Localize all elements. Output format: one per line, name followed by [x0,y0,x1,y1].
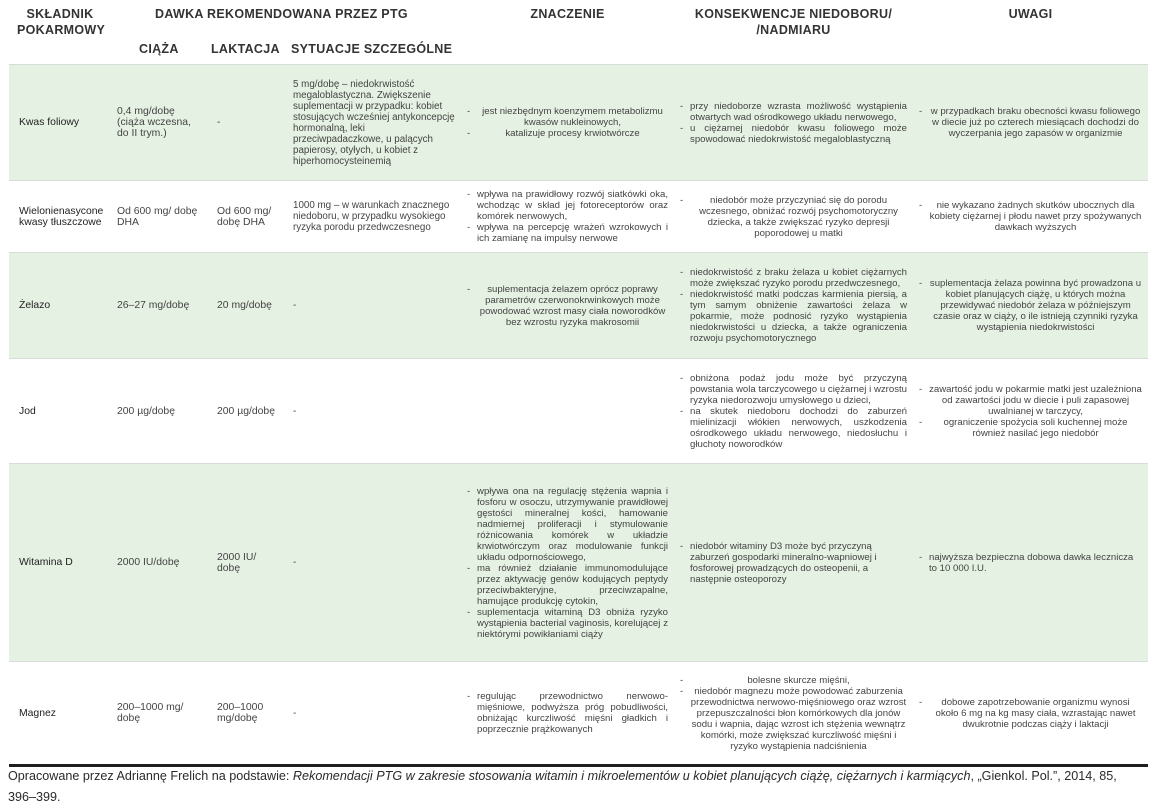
row-special-cases: 1000 mg – w warunkach znacznego niedoboru, w przypadku wysokiego ryzyka porodu przedwczesnego [287,181,461,253]
list-item: - w przypadkach braku obecności kwasu foliowego w diecie już po czterech miesiącach dochodzi do wyczerpania jego zapasów w organizmie [919,106,1142,139]
list-item: - katalizuje procesy krwiotwórcze [467,128,668,139]
row-pregnancy-dose: 200–1000 mg/ dobę [111,662,207,766]
row-ingredient-name: Kwas foliowy [9,65,111,181]
row-ingredient-name: Wielonienasycone kwasy tłuszczowe [9,181,111,253]
row-consequences [674,253,913,359]
list-item: - niedobór może przyczyniać się do porodu wczesnego, obniżać rozwój psychomotoryczny dziecka, a także zwiększać ryzyko depresji poporodowej u matki [680,195,907,239]
row-special-cases: 5 mg/dobę – niedokrwistość megaloblastyczna. Zwiększenie suplementacji w przypadku: kobiet stosujących wcześniej antykoncepcję hormonalną, leki przeciwpadaczkowe, u palących papierosy, otyłych, u kobiet z hiperhomocysteinemią [287,65,461,181]
row-ingredient-name: Żelazo [9,253,111,359]
source-suffix: , „Gienkol. Pol.”, 2014, 85, 396–399. [8,769,1117,804]
row-consequences [674,662,913,766]
table-row [9,662,1148,766]
row-consequences [674,181,913,253]
header-pregnancy: CIĄŻA [111,38,207,65]
row-special-cases: - [287,359,461,464]
row-special-cases: - [287,464,461,662]
list-item: - bolesne skurcze mięśni, [680,675,907,686]
row-special-cases: - [287,662,461,766]
row-consequences [674,65,913,181]
source-title: Rekomendacji PTG w zakresie stosowania witamin i mikroelementów u kobiet planujących ciążę, ciężarnych i karmiących [292,769,971,783]
row-lactation-dose: 200 µg/dobę [207,359,287,464]
header-meaning: ZNACZENIE [461,0,674,65]
header-special: SYTUACJE SZCZEGÓLNE [287,38,461,65]
row-notes [913,65,1148,181]
table-row [9,359,1148,464]
row-lactation-dose: - [207,65,287,181]
row-notes [913,464,1148,662]
row-lactation-dose: 2000 IU/ dobę [207,464,287,662]
row-meaning [461,253,674,359]
list-item: - niedobór magnezu może powodować zaburzenia przewodnictwa nerwowo-mięśniowego oraz wzrost przepuszczalności błon komórkowych dla jonów sodu i wapnia, dając wzrost ich stężenia wewnątrz komórki, może zwiększać kurczliwość mięśni i ryzyko wystąpienia nadciśnienia [680,686,907,752]
row-meaning [461,662,674,766]
row-notes [913,181,1148,253]
row-pregnancy-dose: Od 600 mg/ dobę DHA [111,181,207,253]
row-pregnancy-dose: 0,4 mg/dobę (ciąża wczesna, do II trym.) [111,65,207,181]
source-citation [8,766,1148,808]
list-item: - dobowe zapotrzebowanie organizmu wynosi około 6 mg na kg masy ciała, wzrastając nawet dwukrotnie podczas ciąży i laktacji [919,697,1142,730]
list-item: - nie wykazano żadnych skutków ubocznych dla kobiety ciężarnej i płodu nawet przy spożywanych dawkach wyższych [919,200,1142,233]
list-item: - wpływa na percepcję wrażeń wzrokowych i ich zamianę na impulsy nerwowe [467,222,668,244]
row-meaning [461,181,674,253]
list-item: - u ciężarnej niedobór kwasu foliowego może spowodować niedokrwistość megaloblastyczną [680,123,907,145]
list-item: - ograniczenie spożycia soli kuchennej może również nasilać jego niedobór [919,417,1142,439]
list-item: - obniżona podaż jodu może być przyczyną powstania wola tarczycowego u ciężarnej i wzrostu ryzyka niedorozwoju umysłowego u dzieci, [680,373,907,406]
recommendation-table-wrapper [9,0,1148,767]
row-ingredient-name: Witamina D [9,464,111,662]
row-pregnancy-dose: 26–27 mg/dobę [111,253,207,359]
list-item: - przy niedoborze wzrasta możliwość wystąpienia otwartych wad ośrodkowego układu nerwowego, [680,101,907,123]
table-header [9,0,1148,65]
row-pregnancy-dose: 2000 IU/dobę [111,464,207,662]
row-notes [913,253,1148,359]
row-lactation-dose: Od 600 mg/ dobę DHA [207,181,287,253]
list-item: - niedobór witaminy D3 może być przyczyną zaburzeń gospodarki mineralno-wapniowej i fosforowej prowadzących do osteopenii, a następnie osteoporozy [680,541,907,585]
row-pregnancy-dose: 200 µg/dobę [111,359,207,464]
row-consequences [674,359,913,464]
list-item: - suplementacja żelazem oprócz poprawy parametrów czerwonokrwinkowych może powodować wzrost masy ciała noworodków bez wzrostu ryzyka makrosomii [467,284,668,328]
table-row [9,181,1148,253]
list-item: - na skutek niedoboru dochodzi do zaburzeń mielinizacji włókien nerwowych, uszkodzenia ośrodkowego układu nerwowego, niedosłuchu i głuchoty noworodków [680,406,907,450]
row-notes [913,662,1148,766]
header-dose-group: DAWKA REKOMENDOWANA PRZEZ PTG [111,0,461,38]
table-row [9,65,1148,181]
row-meaning [461,359,674,464]
list-item: - niedokrwistość z braku żelaza u kobiet ciężarnych może zwiększać ryzyko porodu przedwczesnego, [680,267,907,289]
list-item: - regulując przewodnictwo nerwowo-mięśniowe, podwyższa próg pobudliwości, obniżając kurczliwość mięśni gładkich i poprzecznie prążkowanych [467,691,668,735]
list-item: - suplementacja witaminą D3 obniża ryzyko wystąpienia bacterial vaginosis, korelującej z niektórymi powikłaniami ciąży [467,607,668,640]
list-item: - najwyższa bezpieczna dobowa dawka lecznicza to 10 000 I.U. [919,552,1142,574]
list-item: - ma również działanie immunomodulujące przez aktywację genów kodujących peptydy przeciwbakteryjne, przeciwzapalne, hamujące produkcję cytokin, [467,563,668,607]
list-item: - zawartość jodu w pokarmie matki jest uzależniona od zawartości jodu w diecie i puli zapasowej uwalnianej w tarczycy, [919,384,1142,417]
header-consequences: KONSEKWENCJE NIEDOBORU/ /NADMIARU [674,0,913,65]
row-notes [913,359,1148,464]
list-item: - niedokrwistość matki podczas karmienia piersią, a tym samym obniżenie zawartości żelaza w pokarmie, może podnosić ryzyko wystąpienia niedokrwistości u dziecka, a także ograniczenia rozwoju psychomotorycznego [680,289,907,344]
recommendation-table [9,0,1148,767]
list-item: - suplementacja żelaza powinna być prowadzona u kobiet planujących ciążę, u których można przewidywać niedobór żelaza w późniejszym czasie oraz w ciąży, o ile istnieją czynniki ryzyka wystąpienia niedokrwistości [919,278,1142,333]
source-prefix: Opracowane przez Adriannę Frelich na podstawie: [8,769,293,783]
table-row [9,253,1148,359]
header-notes: UWAGI [913,0,1148,65]
row-ingredient-name: Magnez [9,662,111,766]
row-lactation-dose: 20 mg/dobę [207,253,287,359]
table-body [9,65,1148,766]
row-meaning [461,65,674,181]
header-lactation: LAKTACJA [207,38,287,65]
row-meaning [461,464,674,662]
row-special-cases: - [287,253,461,359]
list-item: - jest niezbędnym koenzymem metabolizmu kwasów nukleinowych, [467,106,668,128]
list-item: - wpływa na prawidłowy rozwój siatkówki oka, wchodząc w skład jej fotoreceptorów oraz komórek nerwowych, [467,189,668,222]
header-ingredient: SKŁADNIK POKARMOWY [9,0,111,65]
row-consequences [674,464,913,662]
row-lactation-dose: 200–1000 mg/dobę [207,662,287,766]
table-row [9,464,1148,662]
list-item: - wpływa ona na regulację stężenia wapnia i fosforu w osoczu, utrzymywanie prawidłowej gęstości mineralnej kości, hamowanie nadmiernej proliferacji i stymulowanie różnicowania komórek w układzie krwiotwórczym oraz modulowanie funkcji układu odpornościowego, [467,486,668,563]
row-ingredient-name: Jod [9,359,111,464]
